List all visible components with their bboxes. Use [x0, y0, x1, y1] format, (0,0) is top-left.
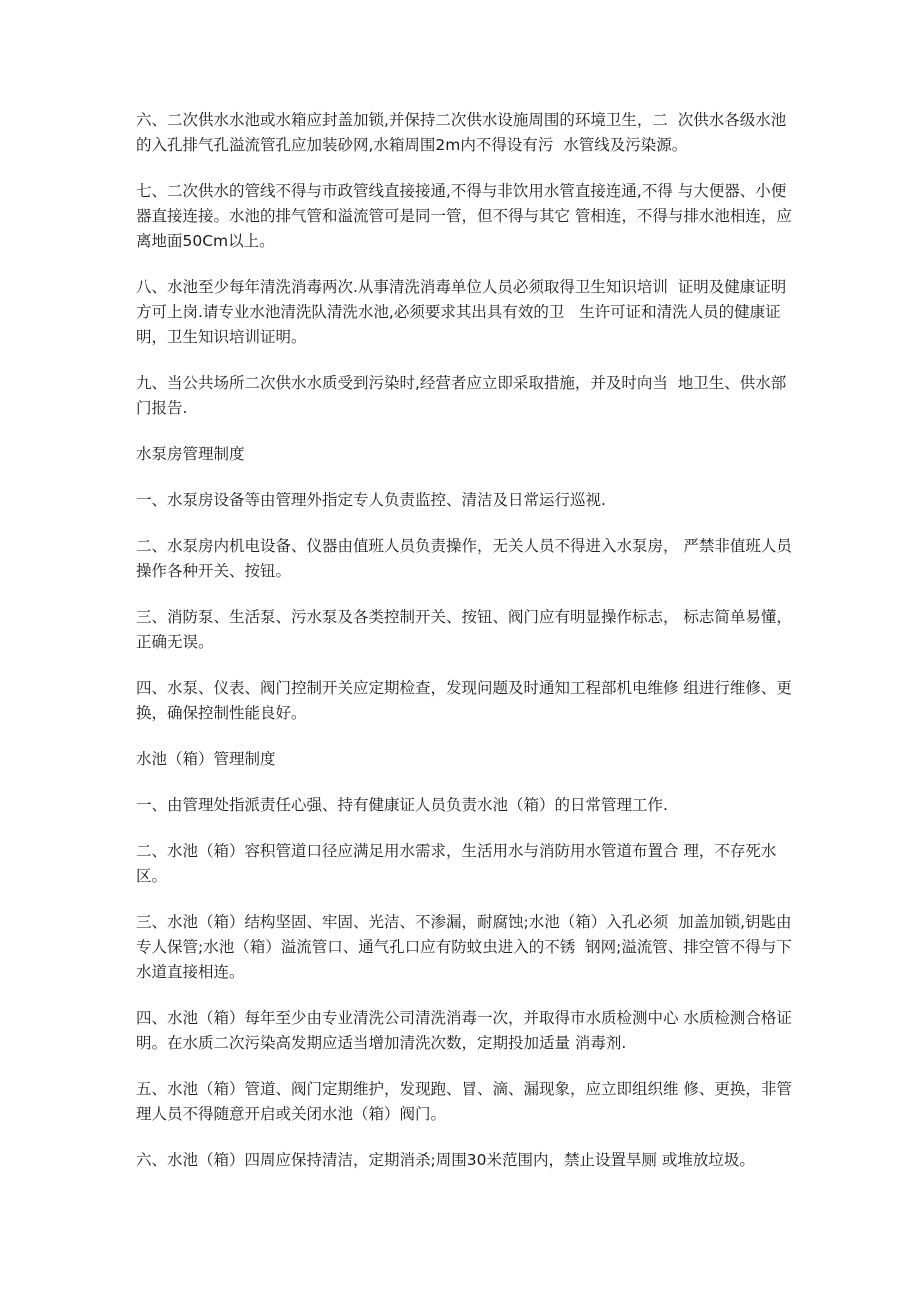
document-body — [136, 108, 796, 1194]
heading-water-tank-rules: 水池（箱）管理制度 — [136, 750, 276, 768]
heading-pump-room-rules: 水泵房管理制度 — [136, 445, 245, 463]
paragraph-tank-disinfection: 四、水池（箱）每年至少由专业清洗公司清洗消毒一次，并取得市水质检测中心 水质检测合格证明。在水质二次污染高发期应适当增加清洗次数，定期投加适量 消毒剂. — [136, 1009, 792, 1052]
paragraph-tank-maintenance: 五、水池（箱）管道、阀门定期维护，发现跑、冒、滴、漏现象，应立即组织维 修、更换，非管理人员不得随意开启或关闭水池（箱）阀门。 — [136, 1080, 792, 1123]
paragraph-pollution-report: 九、当公共场所二次供水水质受到污染时,经营者应立即采取措施，并及时向当 地卫生、供水部门报告. — [136, 374, 787, 417]
paragraph-tank-management: 一、由管理处指派责任心强、持有健康证人员负责水池（箱）的日常管理工作. — [136, 796, 668, 814]
paragraph-pump-room-operation: 二、水泵房内机电设备、仪器由值班人员负责操作，无关人员不得进入水泵房， 严禁非值班人员操作各种开关、按钮。 — [136, 537, 792, 580]
paragraph-tank-capacity: 二、水池（箱）容积管道口径应满足用水需求，生活用水与消防用水管道布置合 理，不存死水区。 — [136, 842, 777, 885]
paragraph-tank-structure: 三、水池（箱）结构坚固、牢固、光洁、不渗漏，耐腐蚀;水池（箱）入孔必须 加盖加锁,钥匙由专人保管;水池（箱）溢流管口、通气孔口应有防蚊虫进入的不锈 钢网;溢流管、排空管不得与下水道直接相连。 — [136, 913, 792, 981]
paragraph-secondary-supply-sealing: 六、二次供水水池或水箱应封盖加锁,并保持二次供水设施周围的环境卫生，二 次供水各级水池的入孔排气孔溢流管孔应加装砂网,水箱周围2m内不得设有污 水管线及污染源。 — [136, 111, 787, 154]
paragraph-pump-room-monitoring: 一、水泵房设备等由管理外指定专人负责监控、清洁及日常运行巡视. — [136, 491, 606, 509]
paragraph-pool-cleaning: 八、水池至少每年清洗消毒两次.从事清洗消毒单位人员必须取得卫生知识培训 证明及健康证明方可上岗.请专业水池清洗队清洗水池,必须要求其出具有效的卫 生许可证和清洗人员的健康证明，卫生知识培训证明。 — [136, 278, 787, 346]
paragraph-secondary-supply-pipes: 七、二次供水的管线不得与市政管线直接接通,不得与非饮用水管直接连通,不得 与大便器、小便器直接连接。水池的排气管和溢流管可是同一管，但不得与其它 管相连，不得与排水池相连，应离地面50Cm以上。 — [136, 182, 792, 250]
paragraph-pump-signs: 三、消防泵、生活泵、污水泵及各类控制开关、按钮、阀门应有明显操作标志， 标志简单易懂，正确无误。 — [136, 608, 792, 651]
paragraph-pump-inspection: 四、水泵、仪表、阀门控制开关应定期检查，发现问题及时通知工程部机电维修 组进行维修、更换，确保控制性能良好。 — [136, 679, 792, 722]
paragraph-tank-surroundings: 六、水池（箱）四周应保持清洁，定期消杀;周围30米范围内，禁止设置旱厕 或堆放垃圾。 — [136, 1151, 755, 1169]
